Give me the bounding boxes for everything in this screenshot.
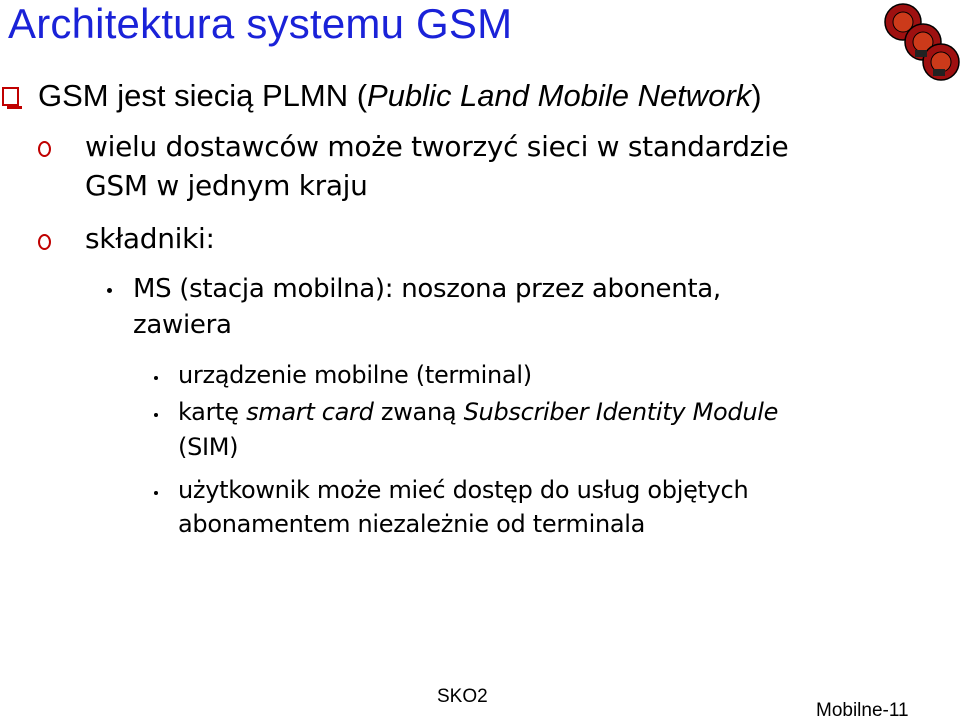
footer-course: SKO2 [437, 686, 488, 707]
sub-bullet-operators-line1: wielu dostawców może tworzyć sieci w standardzie [85, 130, 789, 163]
item-access-line1: użytkownik może mieć dostęp do usług objętych [178, 476, 749, 504]
square-bullet-icon [2, 87, 19, 106]
dot-bullet-icon [154, 376, 158, 380]
dot-bullet-icon [154, 413, 158, 417]
bullet-gsm-plmn: GSM jest siecią PLMN (Public Land Mobile Network) [38, 78, 762, 113]
ring-bullet-icon [38, 141, 51, 157]
ms-line1: MS (stacja mobilna): noszona przez abonenta, [133, 274, 721, 304]
ms-line2: zawiera [133, 310, 232, 340]
stacked-discs-logo-icon [875, 2, 960, 82]
item-access-line2: abonamentem niezależnie od terminala [178, 510, 646, 538]
sub-bullet-operators-line2: GSM w jednym kraju [85, 169, 368, 202]
item-sim-line1: kartę smart card zwaną Subscriber Identity Module [178, 398, 779, 426]
ring-bullet-icon [38, 234, 51, 250]
dot-bullet-icon [107, 288, 112, 293]
sub-bullet-components: składniki: [85, 222, 215, 255]
item-sim-line2: (SIM) [178, 433, 239, 461]
dot-bullet-icon [154, 491, 158, 495]
item-terminal: urządzenie mobilne (terminal) [178, 361, 532, 389]
footer-slide-number: Mobilne-11 [816, 700, 909, 721]
slide-title: Architektura systemu GSM [8, 0, 513, 47]
